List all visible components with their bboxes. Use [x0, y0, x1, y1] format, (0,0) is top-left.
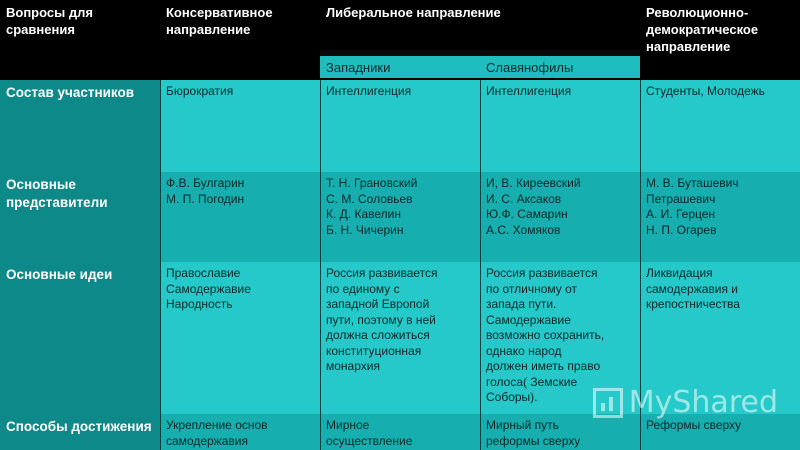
text-line: Т. Н. Грановский	[326, 176, 418, 190]
row-label-representatives: Основные представители	[0, 172, 160, 262]
text-line: А.С. Хомяков	[486, 222, 561, 237]
text-line: Россия развивается	[486, 266, 598, 280]
text-line: самодержавия	[166, 433, 248, 448]
text-line: Н. П. Огарев	[646, 222, 717, 237]
text-line: крепостничества	[646, 297, 740, 311]
text-line: Реформы сверху	[646, 418, 742, 432]
ideas-conservative	[160, 262, 320, 414]
row-label-methods: Способы достижения	[0, 414, 160, 450]
subheader-slavophiles: Славянофилы	[480, 56, 640, 78]
text-line: Мирный путь	[486, 418, 559, 432]
text-line: Ю.Ф. Самарин	[486, 207, 568, 221]
representatives-revolutionary	[640, 172, 800, 262]
methods-westerners	[320, 414, 480, 450]
text-line: Мирное	[326, 418, 370, 432]
row-label-participants: Состав участников	[0, 80, 160, 172]
text-line: реформы сверху	[486, 433, 581, 448]
header-conservative: Консервативное направление	[160, 0, 320, 78]
text-line: пути, поэтому в ней	[326, 312, 436, 327]
row-divider	[0, 78, 800, 80]
text-line: К. Д. Кавелин	[326, 207, 401, 221]
text-line: А. И. Герцен	[646, 207, 716, 221]
text-line: Самодержавие	[166, 281, 251, 296]
column-divider	[320, 80, 321, 450]
ideas-westerners	[320, 262, 480, 414]
methods-conservative	[160, 414, 320, 450]
text-line: голоса( Земские	[486, 374, 578, 389]
participants-conservative: Бюрократия	[160, 80, 320, 172]
representatives-conservative	[160, 172, 320, 262]
watermark	[593, 385, 778, 420]
row-label-ideas: Основные идеи	[0, 262, 160, 414]
text-line: должен иметь право	[486, 359, 601, 373]
text-line: конституционная	[326, 343, 422, 358]
text-line: возможно сохранить,	[486, 328, 605, 342]
text-line: Ф.В. Булгарин	[166, 176, 245, 190]
text-line: Православие	[166, 266, 241, 280]
text-line: монархия	[326, 359, 380, 373]
text-line: Ликвидация	[646, 266, 713, 280]
text-line: самодержавия и	[646, 281, 738, 296]
text-line: Петрашевич	[646, 191, 716, 206]
text-line: Народность	[166, 297, 233, 311]
column-divider	[480, 80, 481, 450]
text-line: С. М. Соловьев	[326, 191, 413, 206]
text-line: Укрепление основ	[166, 418, 268, 432]
watermark-text: MyShared	[628, 385, 778, 420]
chart-logo-icon	[593, 388, 623, 418]
text-line: М. П. Погодин	[166, 191, 245, 206]
participants-revolutionary: Студенты, Молодежь	[640, 80, 800, 172]
header-questions: Вопросы для сравнения	[0, 0, 160, 78]
text-line: Б. Н. Чичерин	[326, 222, 404, 237]
text-line: западной Европой	[326, 297, 430, 311]
representatives-slavophiles	[480, 172, 640, 262]
text-line: должна сложиться	[326, 328, 430, 342]
text-line: по отличному от	[486, 281, 578, 296]
participants-slavophiles: Интеллигенция	[480, 80, 640, 172]
text-line: осуществление	[326, 433, 413, 448]
text-line: И, В. Киреевский	[486, 176, 581, 190]
column-divider	[160, 80, 161, 450]
text-line: Соборы).	[486, 390, 538, 404]
header-revolutionary: Революционно-демократическое направление	[640, 0, 800, 78]
text-line: однако народ	[486, 343, 562, 358]
text-line: М. В. Буташевич	[646, 176, 739, 190]
header-liberal: Либеральное направление	[320, 0, 640, 50]
representatives-westerners	[320, 172, 480, 262]
text-line: И. С. Аксаков	[486, 191, 562, 206]
text-line: Самодержавие	[486, 312, 571, 327]
text-line: по единому с	[326, 281, 400, 296]
text-line: Россия развивается	[326, 266, 438, 280]
subheader-westerners: Западники	[320, 56, 480, 78]
participants-westerners: Интеллигенция	[320, 80, 480, 172]
text-line: запада пути.	[486, 297, 557, 311]
